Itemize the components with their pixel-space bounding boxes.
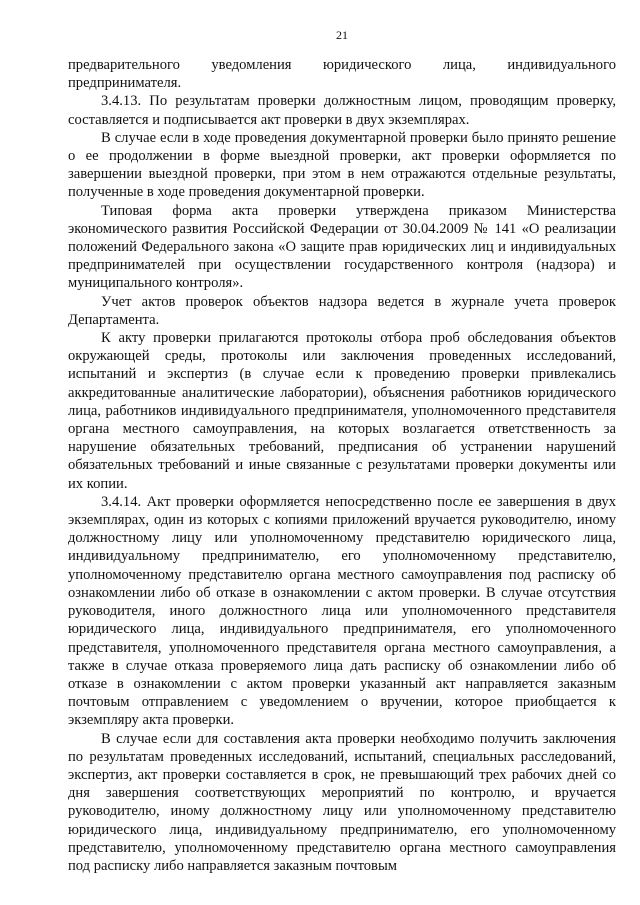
- paragraph: Учет актов проверок объектов надзора ведется в журнале учета проверок Департамента.: [68, 293, 616, 328]
- document-page: [68, 28, 616, 875]
- paragraph: К акту проверки прилагаются протоколы отбора проб обследования объектов окружающей среды, протоколы или заключения проведенных исследований, испытаний и экспертиз (в случае если к проведению проверки привлекались аккредитованные аналитические лаборатории), объяснения работников юридического лица, работников индивидуального предпринимателя, уполномоченного представителя органа местного самоуправления, на которых возлагается ответственность за нарушение обязательных требований, предписания об устранении нарушений обязательных требований и иные связанные с результатами проверки документы или их копии.: [68, 330, 616, 492]
- paragraph: 3.4.14. Акт проверки оформляется непосредственно после ее завершения в двух экземплярах, один из которых с копиями приложений вручается руководителю, иному должностному лицу или уполномоченному представителю юридического лица, индивидуальному предпринимателю, его уполномоченному представителю, уполномоченному представителю органа местного самоуправления под расписку об ознакомлении либо об отказе в ознакомлении с актом проверки. В случае отсутствия руководителя, иного должностного лица или уполномоченного представителя юридического лица, индивидуального предпринимателя, его уполномоченного представителя, уполномоченного представителя органа местного самоуправления, а также в случае отказа проверяемого лица дать расписку об ознакомлении либо об отказе в ознакомлении с актом проверки указанный акт направляется заказным почтовым отправлением с уведомлением о вручении, которое приобщается к экземпляру акта проверки.: [68, 493, 616, 729]
- page-number: 21: [336, 28, 348, 42]
- paragraph: В случае если в ходе проведения документарной проверки было принято решение о ее продолжении в форме выездной проверки, акт проверки оформляется по завершении выездной проверки, при этом в нем отражаются отдельные результаты, полученные в ходе проведения документарной проверки.: [68, 129, 616, 201]
- paragraph: Типовая форма акта проверки утверждена приказом Министерства экономического развития Российской Федерации от 30.04.2009 № 141 «О реализации положений Федерального закона «О защите прав юридических лиц и индивидуальных предпринимателей при осуществлении государственного контроля (надзора) и муниципального контроля».: [68, 202, 616, 292]
- document-body: [68, 56, 616, 875]
- paragraph: предварительного уведомления юридического лица, индивидуального предпринимателя.: [68, 57, 616, 92]
- paragraph: В случае если для составления акта проверки необходимо получить заключения по результатам проведенных исследований, испытаний, специальных расследований, экспертиз, акт проверки составляется в срок, не превышающий трех рабочих дней со дня завершения соответствующих мероприятий по контролю, и вручается руководителю, иному должностному лицу или уполномоченному представителю юридического лица, индивидуальному предпринимателю, его уполномоченному представителю, уполномоченному представителю органа местного самоуправления под расписку либо направляется заказным почтовым: [68, 730, 616, 874]
- paragraph: 3.4.13. По результатам проверки должностным лицом, проводящим проверку, составляется и подписывается акт проверки в двух экземплярах.: [68, 93, 616, 128]
